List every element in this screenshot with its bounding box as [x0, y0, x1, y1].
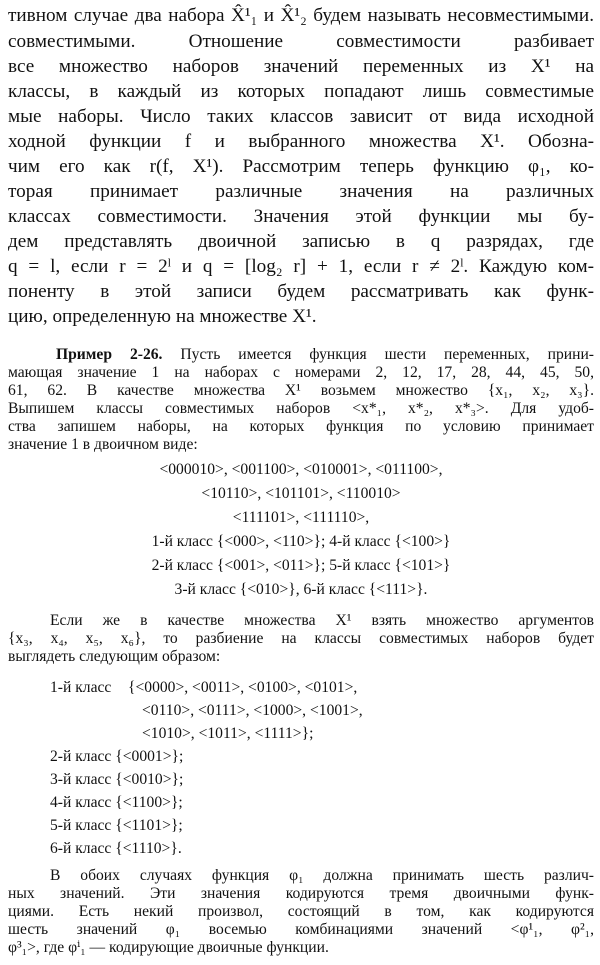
- class-line: 2-й класс {<001>, <011>}; 5-й класс {<101>}: [151, 557, 451, 574]
- class-set-line: <1010>, <1011>, <1111>};: [142, 725, 314, 742]
- text-line: мые наборы. Число таких классов зависит от вида исходной: [8, 106, 594, 127]
- text-line: цию, определенную на множестве X¹.: [8, 306, 317, 327]
- binary-set-line: <111101>, <111110>,: [232, 509, 370, 526]
- class-line: 3-й класс {<0010>};: [50, 771, 184, 788]
- text-line: q = l, если r = 2ˡ и q = [log₂ r] + 1, если r ≠ 2ˡ. Каждую ком-: [8, 256, 594, 277]
- text-line: торая принимает различные значения на различных: [8, 181, 594, 202]
- text-line: Выпишем классы совместимых наборов <x*₁, x*₂, x*₃>. Для удоб-: [8, 400, 594, 417]
- text-line: дем представлять двоичной записью в q разрядах, где: [8, 231, 594, 252]
- text-line: классы, в каждый из которых попадают лишь совместимые: [8, 81, 594, 102]
- text-line: ных значений. Эти значения кодируются тремя двоичными функ-: [8, 885, 594, 902]
- example-label: Пример 2-26.: [56, 346, 163, 363]
- text-line: все множество наборов значений переменных из X¹ на: [8, 56, 594, 77]
- class-line: 6-й класс {<1110>}.: [50, 840, 182, 857]
- class-set-line: {<0000>, <0011>, <0100>, <0101>,: [128, 679, 358, 696]
- class-label: 1-й класс: [50, 679, 112, 696]
- class-set-line: <0110>, <0111>, <1000>, <1001>,: [142, 702, 363, 719]
- text-line: ходной функции f и выбранного множества X¹. Обозна-: [8, 131, 594, 152]
- text-line: чим его как r(f, X¹). Рассмотрим теперь функцию φ₁, ко-: [8, 156, 594, 177]
- class-line: 1-й класс {<000>, <110>}; 4-й класс {<100>}: [151, 533, 451, 550]
- class-line: 5-й класс {<1101>};: [50, 817, 183, 834]
- class-line: 3-й класс {<010>}, 6-й класс {<111>}.: [174, 581, 428, 598]
- text-line: мающая значение 1 на наборах с номерами 2, 12, 17, 28, 44, 45, 50,: [8, 364, 594, 381]
- text-line: ства запишем наборы, на которых функция по условию принимает: [8, 418, 594, 435]
- class-line: 2-й класс {<0001>};: [50, 748, 184, 765]
- text-line: циями. Есть некий произвол, состоящий в том, как кодируются: [8, 903, 594, 920]
- text-line: тивном случае два набора X̂¹₁ и X̂¹₂ будем называть несовместимыми.: [8, 5, 594, 26]
- text-line: значение 1 в двоичном виде:: [8, 436, 198, 453]
- text-line: 61, 62. В качестве множества X¹ возьмем множество {x₁, x₂, x₃}.: [8, 382, 594, 399]
- text-line: поненту в этой записи будем рассматривать как функ-: [8, 281, 594, 302]
- text-line: совместимыми. Отношение совместимости разбивает: [8, 31, 594, 52]
- text-line: Если же в качестве множества X¹ взять множество аргументов: [50, 612, 594, 629]
- text-line: {x₃, x₄, x₅, x₆}, то разбиение на классы совместимых наборов будет: [8, 630, 594, 647]
- class-line: 4-й класс {<1100>};: [50, 794, 183, 811]
- text-line: шесть значений φ₁ восемью комбинациями значений <φ¹₁, φ²₁,: [8, 921, 594, 938]
- example-first-line: Пример 2-26. Пусть имеется функция шести переменных, прини-: [56, 346, 594, 363]
- binary-set-line: <000010>, <001100>, <010001>, <011100>,: [159, 461, 443, 478]
- text-line: φ³₁>, где φⁱ₁ — кодирующие двоичные функции.: [8, 939, 329, 956]
- binary-set-line: <10110>, <101101>, <110010>: [201, 485, 401, 502]
- text-line: классах совместимости. Значения этой функции мы бу-: [8, 206, 594, 227]
- text-line: В обоих случаях функция φ₁ должна принимать шесть различ-: [50, 867, 594, 884]
- text-line: выглядеть следующим образом:: [8, 648, 221, 665]
